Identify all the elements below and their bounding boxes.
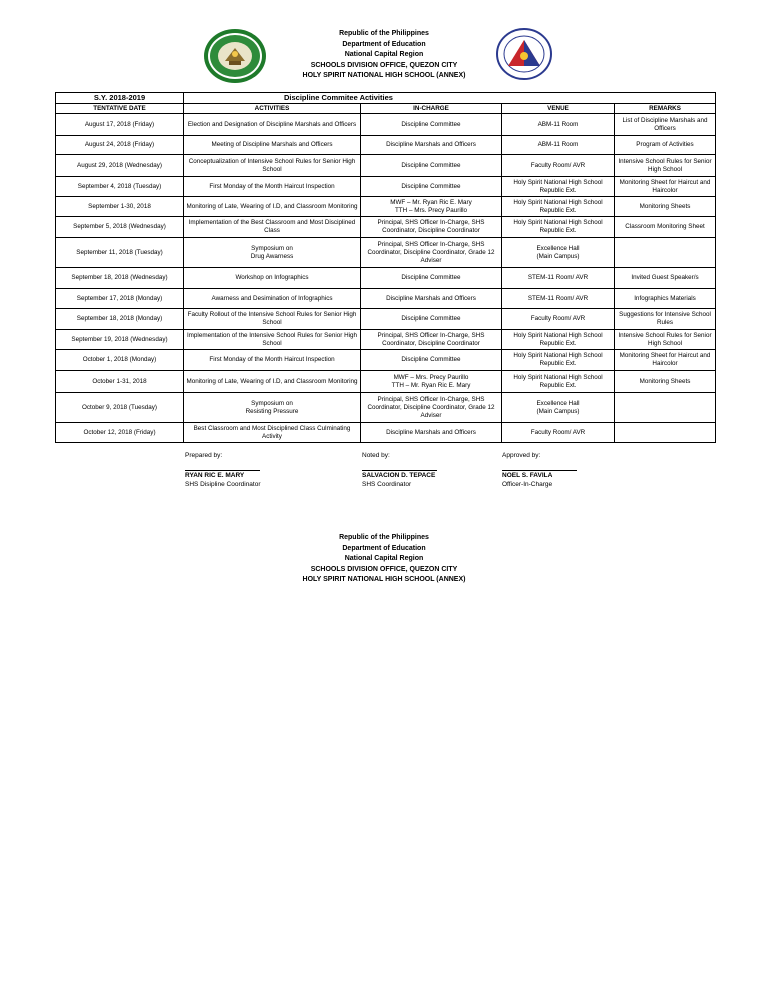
incharge-cell: Discipline Committee [361,268,502,289]
venue-cell: Holy Spirit National High School Republic Ext. [502,330,615,350]
remarks-cell: Monitoring Sheets [615,371,716,393]
signature-line [185,464,260,471]
date-cell: October 9, 2018 (Tuesday) [56,393,184,423]
date-cell: August 29, 2018 (Wednesday) [56,155,184,177]
activity-cell: Monitoring of Late, Wearing of I.D, and Classroom Monitoring [184,371,361,393]
signature-label: Approved by: [502,452,541,459]
incharge-cell: Discipline Marshals and Officers [361,289,502,309]
date-cell: August 17, 2018 (Friday) [56,114,184,136]
signature-line [362,464,437,471]
incharge-cell: Discipline Marshals and Officers [361,423,502,443]
date-cell: September 17, 2018 (Monday) [56,289,184,309]
remarks-cell: Intensive School Rules for Senior High School [615,330,716,350]
table-row [56,114,716,136]
table-row [56,423,716,443]
signatory-name: NOEL S. FAVILA [502,472,553,479]
remarks-cell: Monitoring Sheet for Haircut and Haircolor [615,350,716,371]
table-row [56,238,716,268]
venue-cell: Holy Spirit National High School Republic Ext. [502,217,615,238]
remarks-cell [615,238,716,268]
table-title: Discipline Commitee Activities [184,93,716,104]
date-cell: August 24, 2018 (Friday) [56,136,184,155]
incharge-cell: Principal, SHS Officer In-Charge, SHS Coordinator, Discipline Coordinator [361,217,502,238]
signatory-title: SHS Disipline Coordinator [185,481,261,488]
header-line-1: Republic of the Philippines [339,534,429,541]
activity-cell: Conceptualization of Intensive School Rules for Senior High School [184,155,361,177]
letterhead [0,29,768,82]
header-line-3: National Capital Region [344,51,424,58]
activity-cell: Workshop on Infographics [184,268,361,289]
incharge-cell: Discipline Committee [361,350,502,371]
incharge-cell: Principal, SHS Officer In-Charge, SHS Coordinator, Discipline Coordinator [361,330,502,350]
signature-prepared [185,451,261,489]
school-seal-logo [203,28,267,84]
signature-noted [362,451,437,489]
column-header: VENUE [502,104,615,114]
column-header: REMARKS [615,104,716,114]
remarks-cell [615,393,716,423]
header-line-5: HOLY SPIRIT NATIONAL HIGH SCHOOL (ANNEX) [302,576,466,583]
table-row [56,371,716,393]
signature-label: Prepared by: [185,452,223,459]
date-cell: October 1-31, 2018 [56,371,184,393]
remarks-cell: Suggestions for Intensive School Rules [615,309,716,330]
table-row [56,268,716,289]
header-line-1: Republic of the Philippines [339,30,429,37]
activity-cell: First Monday of the Month Haircut Inspection [184,177,361,197]
header-line-5: HOLY SPIRIT NATIONAL HIGH SCHOOL (ANNEX) [302,72,466,79]
remarks-cell: List of Discipline Marshals and Officers [615,114,716,136]
date-cell: September 18, 2018 (Monday) [56,309,184,330]
table-row [56,197,716,217]
venue-cell: Faculty Room/ AVR [502,423,615,443]
remarks-cell: Classroom Monitoring Sheet [615,217,716,238]
remarks-cell: Infographics Materials [615,289,716,309]
signatory-title: SHS Coordinator [362,481,412,488]
remarks-cell: Invited Guest Speaker/s [615,268,716,289]
date-cell: September 4, 2018 (Tuesday) [56,177,184,197]
date-cell: September 1-30, 2018 [56,197,184,217]
activity-cell: Meeting of Discipline Marshals and Officers [184,136,361,155]
table-row [56,289,716,309]
remarks-cell: Monitoring Sheets [615,197,716,217]
activity-cell: Symposium on Resisting Pressure [184,393,361,423]
incharge-cell: Discipline Marshals and Officers [361,136,502,155]
table-row [56,393,716,423]
division-seal-logo [496,28,552,80]
venue-cell: Holy Spirit National High School Republic Ext. [502,371,615,393]
remarks-cell [615,423,716,443]
signature-line [502,464,577,471]
signature-label: Noted by: [362,452,390,459]
venue-cell: Faculty Room/ AVR [502,155,615,177]
table-header-row [56,104,716,114]
header-line-2: Department of Education [342,40,426,48]
date-cell: September 5, 2018 (Wednesday) [56,217,184,238]
activity-cell: Symposium on Drug Awarness [184,238,361,268]
date-cell: October 1, 2018 (Monday) [56,350,184,371]
header-line-3: National Capital Region [344,555,424,562]
activity-cell: Monitoring of Late, Wearing of I.D, and Classroom Monitoring [184,197,361,217]
date-cell: September 19, 2018 (Wednesday) [56,330,184,350]
venue-cell: Holy Spirit National High School Republic Ext. [502,197,615,217]
incharge-cell: Discipline Committee [361,177,502,197]
venue-cell: Holy Spirit National High School Republic Ext. [502,350,615,371]
venue-cell: ABM-11 Room [502,136,615,155]
date-cell: September 11, 2018 (Tuesday) [56,238,184,268]
remarks-cell: Monitoring Sheet for Haircut and Haircolor [615,177,716,197]
incharge-cell: Discipline Committee [361,309,502,330]
incharge-cell: Principal, SHS Officer In-Charge, SHS Coordinator, Discipline Coordinator, Grade 12 Adviser [361,238,502,268]
venue-cell: Faculty Room/ AVR [502,309,615,330]
activity-cell: Election and Designation of Discipline Marshals and Officers [184,114,361,136]
table-row [56,330,716,350]
signature-approved [502,451,577,489]
signatory-name: SALVACION D. TEPACE [362,472,436,479]
column-header: TENTATIVE DATE [56,104,184,114]
venue-cell: Excellence Hall (Main Campus) [502,393,615,423]
header-line-4: SCHOOLS DIVISION OFFICE, QUEZON CITY [310,61,458,69]
school-year: S.Y. 2018-2019 [56,93,184,104]
activity-schedule-table [55,92,716,443]
table-row [56,136,716,155]
date-cell: September 18, 2018 (Wednesday) [56,268,184,289]
table-row [56,155,716,177]
activity-cell: First Monday of the Month Haircut Inspection [184,350,361,371]
incharge-cell: MWF – Mr. Ryan Ric E. Mary TTH – Mrs. Precy Paurillo [361,197,502,217]
signatory-name: RYAN RIC E. MARY [185,472,245,479]
incharge-cell: Discipline Committee [361,114,502,136]
activity-cell: Implementation of the Intensive School Rules for Senior High School [184,330,361,350]
activity-cell: Awarness and Desimination of Infographics [184,289,361,309]
letterhead-page-2 [0,533,768,586]
remarks-cell: Program of Activities [615,136,716,155]
incharge-cell: Discipline Committee [361,155,502,177]
incharge-cell: MWF – Mrs. Precy Paurillo TTH – Mr. Ryan Ric E. Mary [361,371,502,393]
table-row [56,217,716,238]
incharge-cell: Principal, SHS Officer In-Charge, SHS Coordinator, Discipline Coordinator, Grade 12 Adviser [361,393,502,423]
venue-cell: Excellence Hall (Main Campus) [502,238,615,268]
venue-cell: STEM-11 Room/ AVR [502,289,615,309]
table-title-row [56,93,716,104]
venue-cell: STEM-11 Room/ AVR [502,268,615,289]
table-row [56,177,716,197]
venue-cell: Holy Spirit National High School Republic Ext. [502,177,615,197]
activity-cell: Faculty Rollout of the Intensive School Rules for Senior High School [184,309,361,330]
table-row [56,309,716,330]
activity-cell: Best Classroom and Most Disciplined Class Culminating Activity [184,423,361,443]
venue-cell: ABM-11 Room [502,114,615,136]
table-body [56,114,716,443]
header-line-2: Department of Education [342,544,426,552]
activity-cell: Implementation of the Best Classroom and Most Disciplined Class [184,217,361,238]
table-row [56,350,716,371]
header-line-4: SCHOOLS DIVISION OFFICE, QUEZON CITY [310,565,458,573]
column-header: ACTIVITIES [184,104,361,114]
date-cell: October 12, 2018 (Friday) [56,423,184,443]
signatory-title: Officer-In-Charge [502,481,553,488]
remarks-cell: Intensive School Rules for Senior High School [615,155,716,177]
column-header: IN-CHARGE [361,104,502,114]
